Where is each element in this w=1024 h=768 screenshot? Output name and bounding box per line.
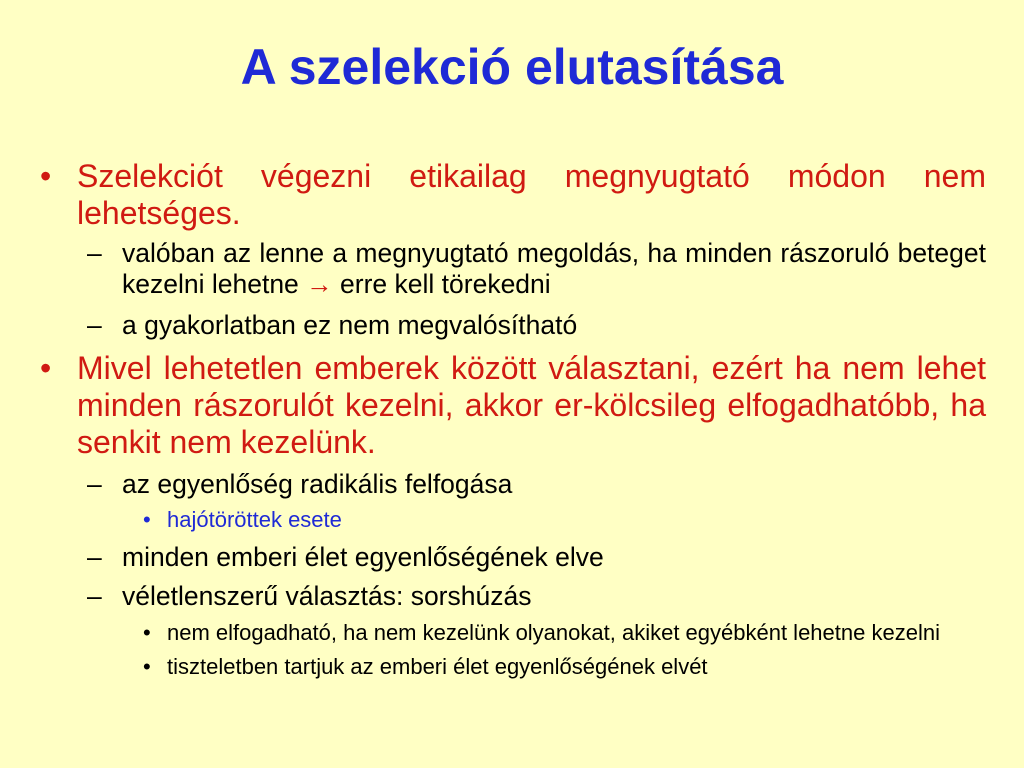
dash-mark: – — [87, 310, 102, 340]
right-arrow-icon: → — [306, 269, 333, 299]
bullet-mark: • — [143, 654, 151, 679]
bullet-2-text: Mivel lehetetlen emberek között választani, ezért ha nem lehet minden rászorulót kezelni, akkor er-kölcsileg elfogadhatóbb, ha senkit nem kezelünk. — [77, 350, 986, 460]
sub-bullet-2-2-text: minden emberi élet egyenlőségének elve — [122, 542, 604, 572]
dash-mark: – — [87, 469, 102, 499]
dash-mark: – — [87, 581, 102, 611]
bullet-1-text: Szelekciót végezni etikailag megnyugtató módon nem lehetséges. — [77, 158, 986, 231]
sub-bullet-2-2 — [40, 542, 986, 573]
sub-sub-bullet-2-3-1 — [40, 620, 986, 646]
sub-bullet-2-1 — [40, 469, 986, 500]
sub-bullet-2-3-text: véletlenszerű választás: sorshúzás — [122, 581, 532, 611]
slide-title: A szelekció elutasítása — [240, 39, 784, 95]
sub-bullet-2-3 — [40, 581, 986, 612]
sub-sub-bullet-2-1-1-text: hajótöröttek esete — [167, 507, 342, 532]
sub-sub-bullet-2-1-1 — [40, 507, 986, 533]
bullet-1 — [40, 158, 986, 232]
sub-bullet-1-1 — [40, 238, 986, 300]
sub-sub-bullet-2-3-2-text: tiszteletben tartjuk az emberi élet egyenlőségének elvét — [167, 654, 708, 679]
bullet-mark: • — [143, 507, 151, 532]
sub-bullet-1-2-text: a gyakorlatban ez nem megvalósítható — [122, 310, 578, 340]
dash-mark: – — [87, 542, 102, 572]
slide-body — [40, 158, 986, 680]
bullet-mark: • — [40, 158, 52, 194]
sub-sub-bullet-2-3-2 — [40, 654, 986, 680]
bullet-2 — [40, 350, 986, 461]
bullet-mark: • — [40, 350, 52, 386]
sub-sub-bullet-2-3-1-text: nem elfogadható, ha nem kezelünk olyanokat, akiket egyébként lehetne kezelni — [167, 620, 940, 645]
sub-bullet-1-1-text-before: valóban az lenne a megnyugtató megoldás, ha minden rászoruló beteget kezelni lehetne — [122, 238, 986, 299]
sub-bullet-1-2 — [40, 310, 986, 341]
dash-mark: – — [87, 238, 102, 268]
bullet-mark: • — [143, 620, 151, 645]
sub-bullet-1-1-text-after: erre kell törekedni — [340, 269, 551, 299]
sub-bullet-2-1-text: az egyenlőség radikális felfogása — [122, 469, 513, 499]
